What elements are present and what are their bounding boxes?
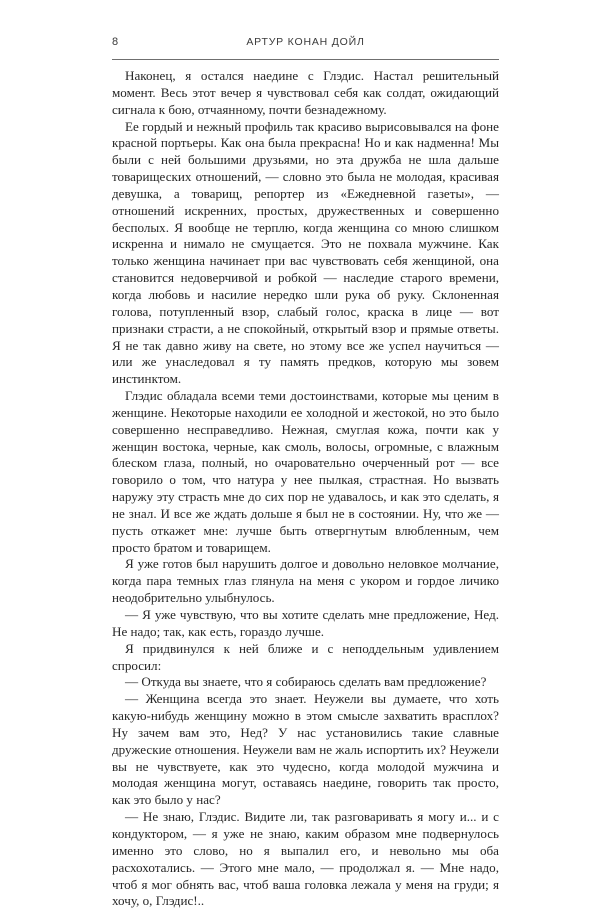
paragraph: Ее гордый и нежный профиль так красиво вырисовывался на фоне красной портьеры. Как она была прекрасна! Но и как надменна! Мы были с ней большими друзьями, но эта дружба не шла дальше товарищеских отношений, — словно это была не молодая, красивая девушка, а товарищ, репортер из «Ежедневной газеты», — отношений искренних, простых, дружественных и совершенно бесполых. Я вообще не терплю, когда женщина со мною слишком искренна и нимало не смущается. Это не похвала мужчине. Как только женщина начинает при вас чувствовать себя женщиной, она становится недоверчивой и робкой — наследие старого времени, когда любовь и насилие нередко шли рука об руку. Склоненная голова, потупленный взор, слабый голос, краска в лице — вот признаки страсти, а не спокойный, открытый взор и прямые ответы. Я не так давно живу на свете, но этому все же успел научиться — или же унаследовал я ту память предков, которую мы зовем инстинктом. [112, 118, 499, 387]
paragraph: Наконец, я остался наедине с Глэдис. Настал решительный момент. Весь этот вечер я чувствовал себя как солдат, ожидающий сигнала к бою, отчаянному, почти безнадежному. [112, 68, 499, 117]
running-header [112, 32, 499, 52]
paragraph: Я придвинулся к ней ближе и с неподдельным удивлением спросил: [112, 640, 499, 673]
paragraph: — Откуда вы знаете, что я собираюсь сделать вам предложение? [125, 674, 487, 690]
page-number: 8 [112, 36, 119, 48]
header-divider [112, 59, 499, 60]
paragraph: — Не знаю, Глэдис. Видите ли, так разговаривать я могу и... и с кондуктором, — я уже не знаю, каким образом мне подвернулось именно это слово, но я выпалил его, и невольно мы оба расхохотались. — Этого мне мало, — продолжал я. — Мне надо, чтоб я мог обнять вас, чтоб ваша головка лежала у меня на груди; я хочу, о, Глэдис!.. [112, 809, 499, 909]
paragraph: Глэдис обладала всеми теми достоинствами, которые мы ценим в женщине. Некоторые находили ее холодной и жестокой, но это было совершенно несправедливо. Нежная, смуглая кожа, почти как у женщин востока, черные, как смоль, волосы, огромные, с влажным блеском глаза, полный, но очаровательно очерченный рот — все говорило о том, что натура у нее пылкая, страстная. Но вызвать наружу эту страсть мне до сих пор не удавалось, и как это сделать, я не знал. И все же ждать дольше я был не в состоянии. Ну, что же — пусть откажет мне: лучше быть отвергнутым влюбленным, чем просто братом и товарищем. [112, 388, 499, 555]
paragraph: — Женщина всегда это знает. Неужели вы думаете, что хоть какую-нибудь женщину можно в этом смысле захватить врасплох? Ну зачем вам это, Нед? У нас установились такие славные дружеские отношения. Неужели вам не жаль испортить их? Неужели вы не чувствуете, как это чудесно, когда молодой мужчина и молодая женщина могут, оставаясь наедине, говорить так просто, как это было у нас? [112, 691, 499, 808]
paragraph: Я уже готов был нарушить долгое и довольно неловкое молчание, когда пара темных глаз глянула на меня с укором и гордое личико неодобрительно улыбнулось. [112, 556, 499, 606]
paragraph: — Я уже чувствую, что вы хотите сделать мне предложение, Нед. Не надо; так, как есть, гораздо лучше. [112, 607, 499, 639]
body-text [112, 68, 499, 910]
author-name: АРТУР КОНАН ДОЙЛ [246, 36, 365, 48]
